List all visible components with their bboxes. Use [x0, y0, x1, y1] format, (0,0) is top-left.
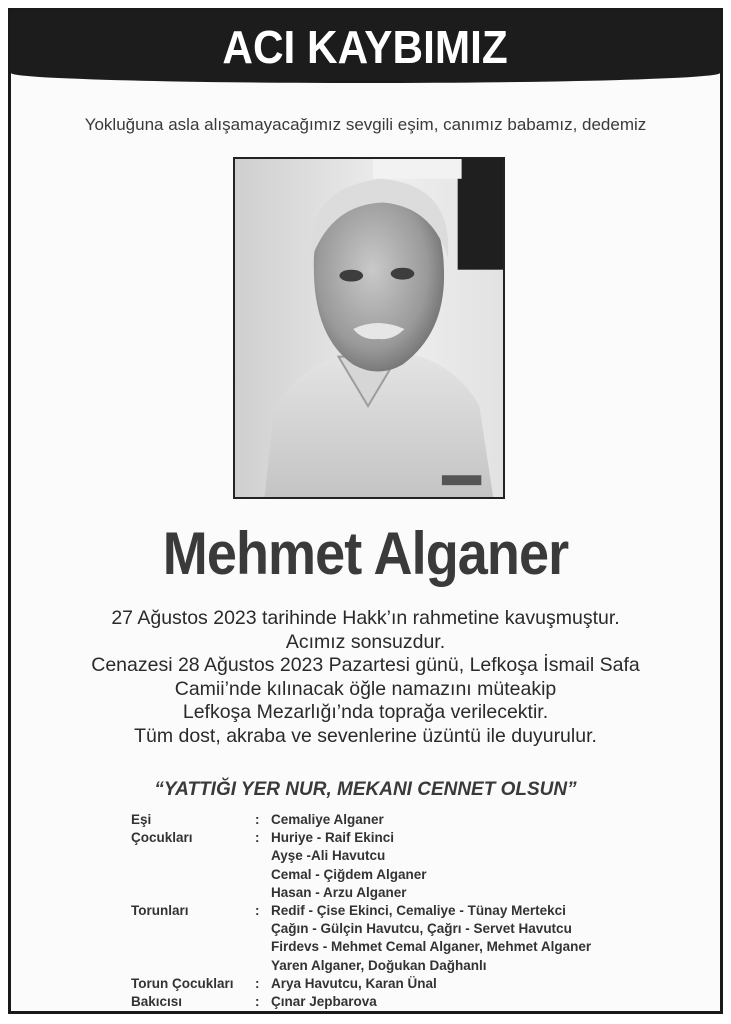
message-line: Tüm dost, akraba ve sevenlerine üzüntü ile duyurulur.	[134, 724, 597, 747]
family-row-great-grandchildren	[131, 975, 691, 993]
message-line: Cenazesi 28 Ağustos 2023 Pazartesi günü, Lefkoşa İsmail Safa	[91, 654, 640, 677]
family-member: Huriye - Raif Ekinci	[271, 830, 395, 846]
family-colon: :	[255, 994, 260, 1010]
family-member: Firdevs - Mehmet Cemal Alganer, Mehmet Alganer	[271, 939, 592, 955]
intro-text: Yokluğuna asla alışamayacağımız sevgili eşim, canımız babamız, dedemiz	[84, 115, 647, 134]
family-label: Çocukları	[131, 830, 193, 846]
family-member: Yaren Alganer, Doğukan Dağhanlı	[271, 957, 487, 973]
message-line: Lefkoşa Mezarlığı’nda toprağa verilecektir.	[182, 701, 549, 724]
banner	[11, 11, 720, 83]
family-member: Cemal - Çiğdem Alganer	[271, 866, 427, 882]
family-label: Torun Çocukları	[131, 975, 234, 991]
family-colon: :	[255, 903, 260, 919]
message-line: Acımız sonsuzdur.	[285, 630, 446, 653]
family-label: Eşi	[131, 812, 152, 827]
obituary-frame	[8, 8, 723, 1014]
message-line: 27 Ağustos 2023 tarihinde Hakk’ın rahmetine kavuşmuştur.	[111, 607, 620, 629]
family-row-caregiver	[131, 993, 691, 1011]
memorial-motto: “YATTIĞI YER NUR, MEKANI CENNET OLSUN”	[154, 779, 577, 800]
family-member: Çınar Jepbarova	[271, 994, 377, 1010]
family-colon: :	[255, 812, 260, 827]
family-member: Hasan - Arzu Alganer	[271, 884, 407, 900]
family-row-spouse	[131, 811, 691, 829]
family-member: Ayşe -Ali Havutcu	[271, 848, 386, 864]
family-member: Redif - Çise Ekinci, Cemaliye - Tünay Mertekci	[271, 903, 566, 919]
family-row-children	[131, 829, 691, 902]
family-colon: :	[255, 830, 260, 846]
message-line: Camii’nde kılınacak öğle namazını müteakip	[174, 677, 557, 700]
portrait-photo	[233, 157, 505, 499]
portrait-illustration	[235, 159, 503, 497]
family-member: Cemaliye Alganer	[271, 812, 384, 827]
family-colon: :	[255, 975, 260, 991]
family-member: Arya Havutcu, Karan Ünal	[271, 975, 437, 991]
family-member: Çağın - Gülçin Havutcu, Çağrı - Servet Havutcu	[271, 921, 572, 937]
banner-title: ACI KAYBIMIZ	[222, 21, 509, 73]
deceased-name: Mehmet Alganer	[162, 520, 569, 587]
family-label: Bakıcısı	[131, 994, 183, 1010]
family-label: Torunları	[131, 903, 189, 919]
announcement-message	[11, 607, 720, 749]
family-row-grandchildren	[131, 902, 691, 975]
family-list	[131, 811, 691, 1011]
